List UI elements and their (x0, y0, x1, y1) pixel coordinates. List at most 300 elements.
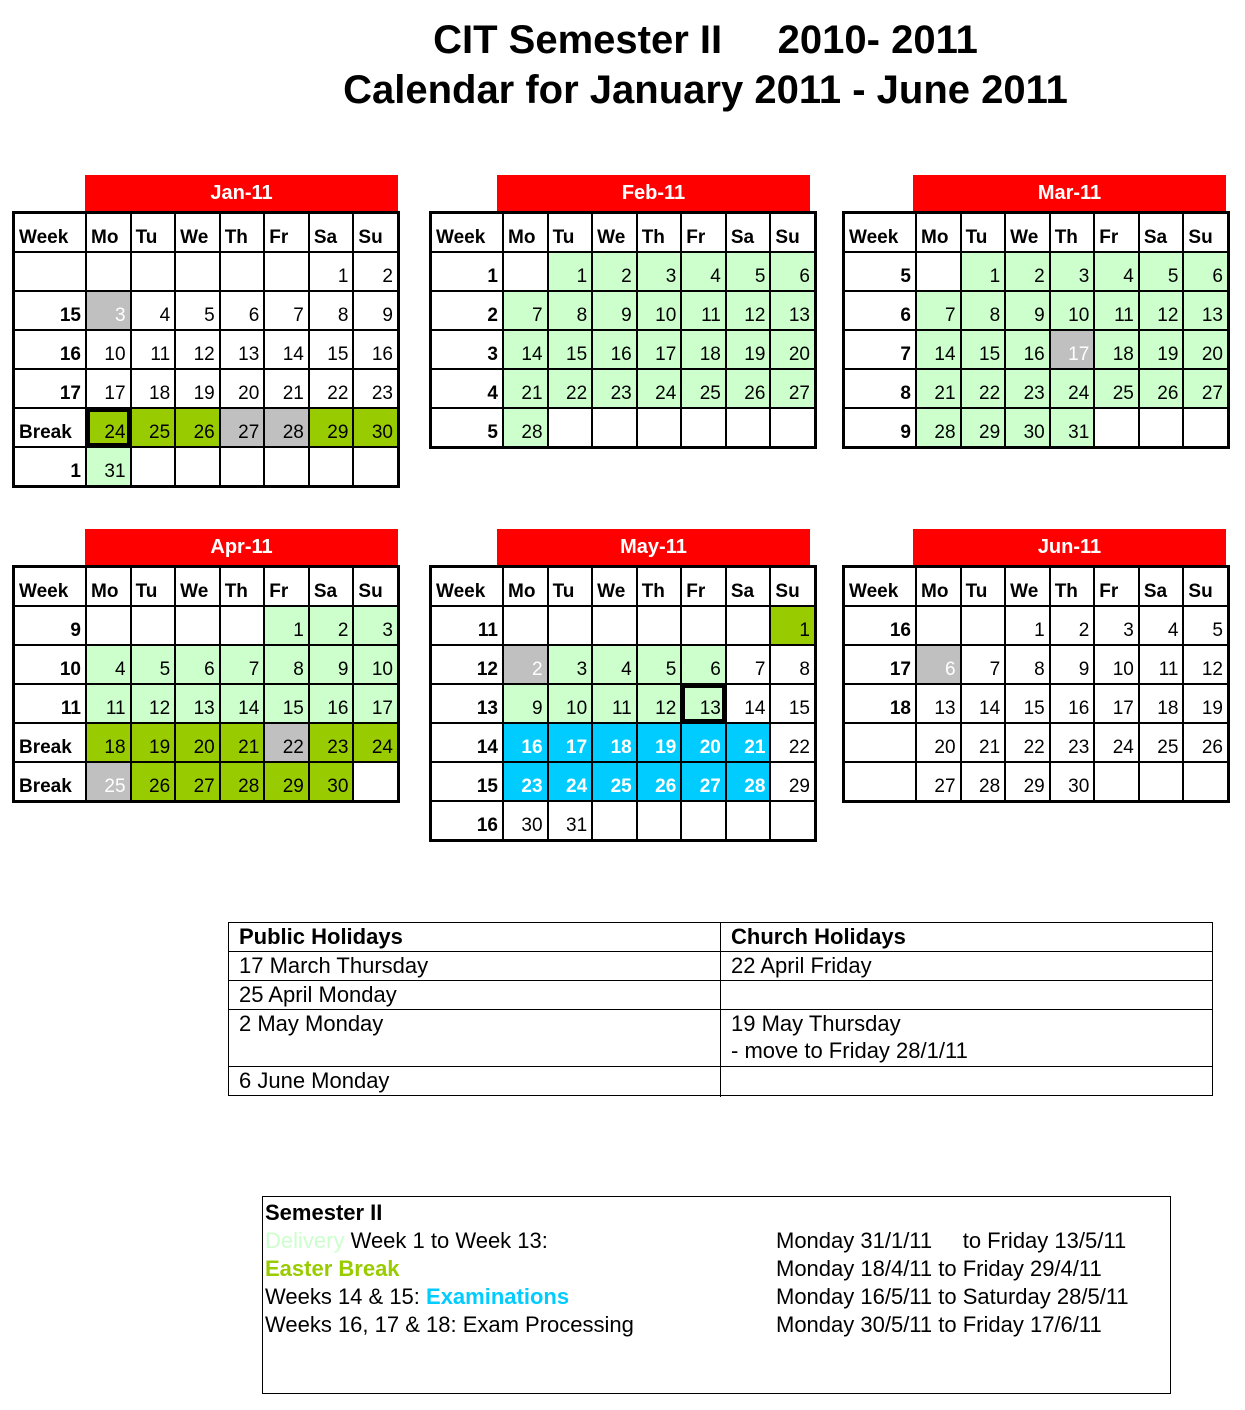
week-number-cell: 9 (845, 409, 915, 446)
day-cell: 3 (1095, 607, 1138, 644)
month-grid (12, 565, 400, 803)
day-header: Mo (917, 568, 960, 605)
day-cell (1140, 409, 1183, 446)
week-number-cell: 13 (432, 685, 502, 722)
day-cell: 11 (1095, 292, 1138, 329)
day-header: Sa (310, 214, 353, 251)
day-cell: 26 (1184, 724, 1227, 761)
week-number-cell: Break (15, 409, 85, 446)
day-cell (221, 253, 264, 290)
day-cell (638, 409, 681, 446)
day-cell: 4 (682, 253, 725, 290)
day-header: Tu (962, 214, 1005, 251)
day-header: Fr (682, 214, 725, 251)
day-header: Th (1051, 214, 1094, 251)
day-cell: 24 (638, 370, 681, 407)
day-cell: 17 (1095, 685, 1138, 722)
day-cell: 20 (917, 724, 960, 761)
day-cell: 23 (593, 370, 636, 407)
day-cell (265, 253, 308, 290)
day-cell: 5 (638, 646, 681, 683)
day-cell: 25 (1140, 724, 1183, 761)
day-cell: 24 (87, 409, 130, 446)
holiday-cell: 6 June Monday (229, 1067, 721, 1097)
day-cell: 22 (1006, 724, 1049, 761)
day-cell: 30 (354, 409, 397, 446)
month-grid (429, 565, 817, 842)
day-cell: 22 (549, 370, 592, 407)
day-header: We (176, 568, 219, 605)
holiday-cell (721, 1067, 1212, 1097)
day-cell: 18 (87, 724, 130, 761)
month-grid (842, 211, 1230, 449)
day-cell: 1 (265, 607, 308, 644)
day-cell: 15 (771, 685, 814, 722)
day-cell: 30 (1051, 763, 1094, 800)
day-cell: 15 (962, 331, 1005, 368)
day-cell: 8 (962, 292, 1005, 329)
holiday-cell: 22 April Friday (721, 952, 1212, 981)
day-cell: 29 (310, 409, 353, 446)
day-cell: 9 (1006, 292, 1049, 329)
week-number-cell: 11 (15, 685, 85, 722)
day-header: Su (1184, 214, 1227, 251)
day-header: Tu (132, 214, 175, 251)
day-cell: 2 (1051, 607, 1094, 644)
day-cell: 16 (593, 331, 636, 368)
week-number-cell: 6 (845, 292, 915, 329)
day-cell: 16 (1051, 685, 1094, 722)
day-cell: 16 (354, 331, 397, 368)
day-header: Th (221, 568, 264, 605)
day-cell (682, 607, 725, 644)
day-header: Tu (962, 568, 1005, 605)
day-cell (265, 448, 308, 485)
month-grid (12, 211, 400, 488)
month-header: Jun-11 (913, 529, 1226, 566)
day-cell: 13 (682, 685, 725, 722)
day-cell (1140, 763, 1183, 800)
day-cell: 20 (176, 724, 219, 761)
day-cell: 9 (354, 292, 397, 329)
day-cell: 11 (593, 685, 636, 722)
day-cell: 14 (962, 685, 1005, 722)
day-cell (1184, 763, 1227, 800)
day-cell (176, 607, 219, 644)
day-cell: 26 (727, 370, 770, 407)
day-cell: 12 (638, 685, 681, 722)
day-cell (682, 802, 725, 839)
month-header: Jan-11 (85, 175, 398, 212)
day-cell: 14 (727, 685, 770, 722)
processing-dates: Monday 30/5/11 to Friday 17/6/11 (776, 1312, 1102, 1337)
day-cell: 22 (962, 370, 1005, 407)
day-cell: 6 (221, 292, 264, 329)
day-cell: 6 (682, 646, 725, 683)
day-cell: 21 (917, 370, 960, 407)
day-cell (549, 607, 592, 644)
day-cell: 16 (310, 685, 353, 722)
day-cell: 10 (1095, 646, 1138, 683)
holidays-table (228, 922, 1213, 1096)
day-header: Th (638, 568, 681, 605)
day-cell: 19 (727, 331, 770, 368)
day-cell: 20 (771, 331, 814, 368)
day-cell: 22 (265, 724, 308, 761)
day-cell: 15 (1006, 685, 1049, 722)
day-cell: 21 (504, 370, 547, 407)
week-number-cell: 16 (845, 607, 915, 644)
day-cell: 11 (132, 331, 175, 368)
day-cell: 17 (638, 331, 681, 368)
day-cell: 31 (87, 448, 130, 485)
week-number-cell: 12 (432, 646, 502, 683)
month-header: Apr-11 (85, 529, 398, 566)
week-number-cell: 3 (432, 331, 502, 368)
day-cell: 10 (549, 685, 592, 722)
day-cell: 8 (265, 646, 308, 683)
day-cell: 19 (1140, 331, 1183, 368)
day-header: Sa (727, 214, 770, 251)
day-cell: 28 (917, 409, 960, 446)
day-cell (310, 448, 353, 485)
week-column-header: Week (845, 568, 915, 605)
day-cell: 5 (1140, 253, 1183, 290)
day-cell: 8 (310, 292, 353, 329)
day-cell: 28 (504, 409, 547, 446)
day-cell (771, 802, 814, 839)
day-header: Fr (1095, 214, 1138, 251)
day-header: Sa (1140, 568, 1183, 605)
day-cell: 6 (1184, 253, 1227, 290)
day-cell: 10 (354, 646, 397, 683)
day-cell: 21 (727, 724, 770, 761)
day-cell (638, 607, 681, 644)
day-cell: 28 (221, 763, 264, 800)
week-number-cell: 15 (432, 763, 502, 800)
day-cell: 8 (1006, 646, 1049, 683)
day-cell: 27 (1184, 370, 1227, 407)
day-cell: 3 (87, 292, 130, 329)
processing-label: Weeks 16, 17 & 18: Exam Processing (265, 1312, 634, 1337)
semester-heading: Semester II (265, 1200, 383, 1225)
day-cell (132, 607, 175, 644)
day-cell: 7 (962, 646, 1005, 683)
day-cell: 12 (1184, 646, 1227, 683)
week-number-cell: 4 (432, 370, 502, 407)
day-cell: 5 (727, 253, 770, 290)
day-cell: 9 (1051, 646, 1094, 683)
day-cell (354, 763, 397, 800)
day-cell: 23 (504, 763, 547, 800)
day-cell: 4 (132, 292, 175, 329)
day-header: Tu (549, 568, 592, 605)
week-number-cell: 1 (15, 448, 85, 485)
week-number-cell: Break (15, 724, 85, 761)
holiday-cell: 25 April Monday (229, 981, 721, 1010)
day-cell: 3 (1051, 253, 1094, 290)
day-cell: 12 (1140, 292, 1183, 329)
day-cell: 10 (638, 292, 681, 329)
day-cell: 14 (221, 685, 264, 722)
day-cell: 3 (638, 253, 681, 290)
week-number-cell: 5 (845, 253, 915, 290)
day-cell: 29 (771, 763, 814, 800)
day-cell: 1 (549, 253, 592, 290)
holiday-cell: 17 March Thursday (229, 952, 721, 981)
day-cell: 4 (1140, 607, 1183, 644)
day-cell (504, 607, 547, 644)
week-column-header: Week (432, 568, 502, 605)
day-cell: 28 (727, 763, 770, 800)
day-cell: 24 (354, 724, 397, 761)
day-cell (132, 448, 175, 485)
page-title-line-2: Calendar for January 2011 - June 2011 (343, 68, 1068, 112)
day-header: We (176, 214, 219, 251)
public-holidays-header: Public Holidays (229, 923, 721, 952)
day-cell (1095, 763, 1138, 800)
day-header: Sa (727, 568, 770, 605)
day-cell: 14 (504, 331, 547, 368)
day-header: We (1006, 568, 1049, 605)
day-header: Su (1184, 568, 1227, 605)
day-cell (1095, 409, 1138, 446)
day-cell: 28 (265, 409, 308, 446)
day-cell: 29 (962, 409, 1005, 446)
day-cell: 8 (771, 646, 814, 683)
day-cell: 14 (917, 331, 960, 368)
day-header: Su (771, 568, 814, 605)
day-cell: 15 (265, 685, 308, 722)
day-cell: 5 (1184, 607, 1227, 644)
week-number-cell: 16 (15, 331, 85, 368)
page-title-line-1: CIT Semester II 2010- 2011 (433, 18, 978, 62)
day-cell: 29 (1006, 763, 1049, 800)
day-cell: 26 (132, 763, 175, 800)
delivery-label (265, 1227, 548, 1255)
day-cell: 16 (504, 724, 547, 761)
day-cell: 19 (638, 724, 681, 761)
day-cell (682, 409, 725, 446)
day-cell (771, 409, 814, 446)
day-cell: 24 (1095, 724, 1138, 761)
day-cell: 25 (87, 763, 130, 800)
day-header: Mo (87, 214, 130, 251)
delivery-dates: Monday 31/1/11 to Friday 13/5/11 (776, 1228, 1127, 1253)
day-cell: 23 (1006, 370, 1049, 407)
church-holidays-header: Church Holidays (721, 923, 1212, 952)
day-header: Tu (132, 568, 175, 605)
exam-label (265, 1283, 569, 1311)
day-cell: 18 (1140, 685, 1183, 722)
day-cell: 2 (310, 607, 353, 644)
day-cell: 20 (221, 370, 264, 407)
day-cell: 24 (549, 763, 592, 800)
day-cell (87, 607, 130, 644)
week-number-cell: 14 (432, 724, 502, 761)
day-cell: 13 (1184, 292, 1227, 329)
day-header: Tu (549, 214, 592, 251)
day-cell: 12 (132, 685, 175, 722)
day-cell: 19 (132, 724, 175, 761)
day-cell (727, 802, 770, 839)
week-number-cell: 2 (432, 292, 502, 329)
week-column-header: Week (15, 568, 85, 605)
day-cell (176, 448, 219, 485)
day-cell: 13 (917, 685, 960, 722)
day-cell: 18 (593, 724, 636, 761)
day-header: We (593, 214, 636, 251)
day-cell: 18 (682, 331, 725, 368)
day-cell: 26 (638, 763, 681, 800)
day-cell (221, 448, 264, 485)
day-cell (917, 607, 960, 644)
day-cell: 25 (1095, 370, 1138, 407)
day-cell: 11 (87, 685, 130, 722)
day-cell: 1 (310, 253, 353, 290)
month-header: Mar-11 (913, 175, 1226, 212)
day-cell: 30 (310, 763, 353, 800)
delivery-rest: Week 1 to Week 13: (344, 1228, 548, 1253)
day-header: Th (221, 214, 264, 251)
day-cell: 15 (310, 331, 353, 368)
day-cell (549, 409, 592, 446)
day-cell: 17 (549, 724, 592, 761)
holiday-cell (721, 981, 1212, 1010)
week-number-cell: Break (15, 763, 85, 800)
day-cell: 2 (1006, 253, 1049, 290)
day-header: Th (638, 214, 681, 251)
day-cell: 23 (310, 724, 353, 761)
week-number-cell: 1 (432, 253, 502, 290)
day-header: Su (354, 568, 397, 605)
holiday-cell: 2 May Monday (229, 1010, 721, 1067)
day-cell (638, 802, 681, 839)
day-cell (504, 253, 547, 290)
day-header: Mo (917, 214, 960, 251)
day-cell: 11 (1140, 646, 1183, 683)
day-header: Fr (1095, 568, 1138, 605)
day-cell: 7 (727, 646, 770, 683)
week-number-cell: 17 (15, 370, 85, 407)
day-cell: 7 (265, 292, 308, 329)
day-cell: 1 (771, 607, 814, 644)
day-cell: 28 (962, 763, 1005, 800)
day-cell: 20 (1184, 331, 1227, 368)
day-cell: 18 (132, 370, 175, 407)
week-number-cell: 10 (15, 646, 85, 683)
day-cell: 8 (549, 292, 592, 329)
day-cell: 12 (727, 292, 770, 329)
day-cell (221, 607, 264, 644)
day-cell (1184, 409, 1227, 446)
week-number-cell: 15 (15, 292, 85, 329)
day-cell: 1 (1006, 607, 1049, 644)
day-cell: 21 (962, 724, 1005, 761)
day-cell: 17 (354, 685, 397, 722)
day-header: Mo (504, 214, 547, 251)
day-cell (727, 607, 770, 644)
exam-word: Examinations (426, 1284, 570, 1309)
day-cell: 14 (265, 331, 308, 368)
day-cell: 27 (221, 409, 264, 446)
week-number-cell: 5 (432, 409, 502, 446)
day-cell: 16 (1006, 331, 1049, 368)
day-cell: 19 (176, 370, 219, 407)
day-header: Fr (265, 568, 308, 605)
day-cell: 27 (917, 763, 960, 800)
day-cell: 30 (504, 802, 547, 839)
day-header: We (593, 568, 636, 605)
day-cell: 26 (176, 409, 219, 446)
day-cell (593, 607, 636, 644)
day-cell: 13 (221, 331, 264, 368)
day-cell: 7 (504, 292, 547, 329)
day-cell (593, 409, 636, 446)
day-cell: 21 (221, 724, 264, 761)
day-cell: 29 (265, 763, 308, 800)
day-cell: 12 (176, 331, 219, 368)
day-cell: 31 (1051, 409, 1094, 446)
day-cell (87, 253, 130, 290)
day-cell: 25 (682, 370, 725, 407)
day-cell: 6 (771, 253, 814, 290)
week-number-cell: 8 (845, 370, 915, 407)
day-header: We (1006, 214, 1049, 251)
week-number-cell: 18 (845, 685, 915, 722)
month-grid (429, 211, 817, 449)
day-cell: 30 (1006, 409, 1049, 446)
day-cell (132, 253, 175, 290)
day-cell: 2 (593, 253, 636, 290)
day-cell: 4 (1095, 253, 1138, 290)
day-cell: 23 (354, 370, 397, 407)
week-column-header: Week (845, 214, 915, 251)
week-column-header: Week (15, 214, 85, 251)
week-number-cell: 7 (845, 331, 915, 368)
day-cell: 7 (917, 292, 960, 329)
exam-dates: Monday 16/5/11 to Saturday 28/5/11 (776, 1284, 1129, 1309)
day-cell: 25 (132, 409, 175, 446)
day-header: Fr (682, 568, 725, 605)
delivery-word: Delivery (265, 1228, 345, 1253)
day-cell: 15 (549, 331, 592, 368)
week-number-cell: 9 (15, 607, 85, 644)
holiday-cell: 19 May Thursday - move to Friday 28/1/11 (721, 1010, 1212, 1067)
day-header: Mo (504, 568, 547, 605)
day-cell (354, 448, 397, 485)
week-number-cell: 16 (432, 802, 502, 839)
day-header: Fr (265, 214, 308, 251)
day-cell: 19 (1184, 685, 1227, 722)
week-number-cell: 17 (845, 646, 915, 683)
month-header: Feb-11 (497, 175, 810, 212)
day-cell: 27 (682, 763, 725, 800)
day-cell: 9 (593, 292, 636, 329)
day-cell: 4 (87, 646, 130, 683)
exam-prefix: Weeks 14 & 15: (265, 1284, 427, 1309)
day-cell: 26 (1140, 370, 1183, 407)
day-header: Mo (87, 568, 130, 605)
day-cell: 7 (221, 646, 264, 683)
semester-legend (262, 1196, 1171, 1394)
day-cell: 6 (176, 646, 219, 683)
day-cell: 10 (1051, 292, 1094, 329)
day-header: Sa (310, 568, 353, 605)
day-cell: 11 (682, 292, 725, 329)
day-cell: 2 (354, 253, 397, 290)
easter-dates: Monday 18/4/11 to Friday 29/4/11 (776, 1256, 1102, 1281)
